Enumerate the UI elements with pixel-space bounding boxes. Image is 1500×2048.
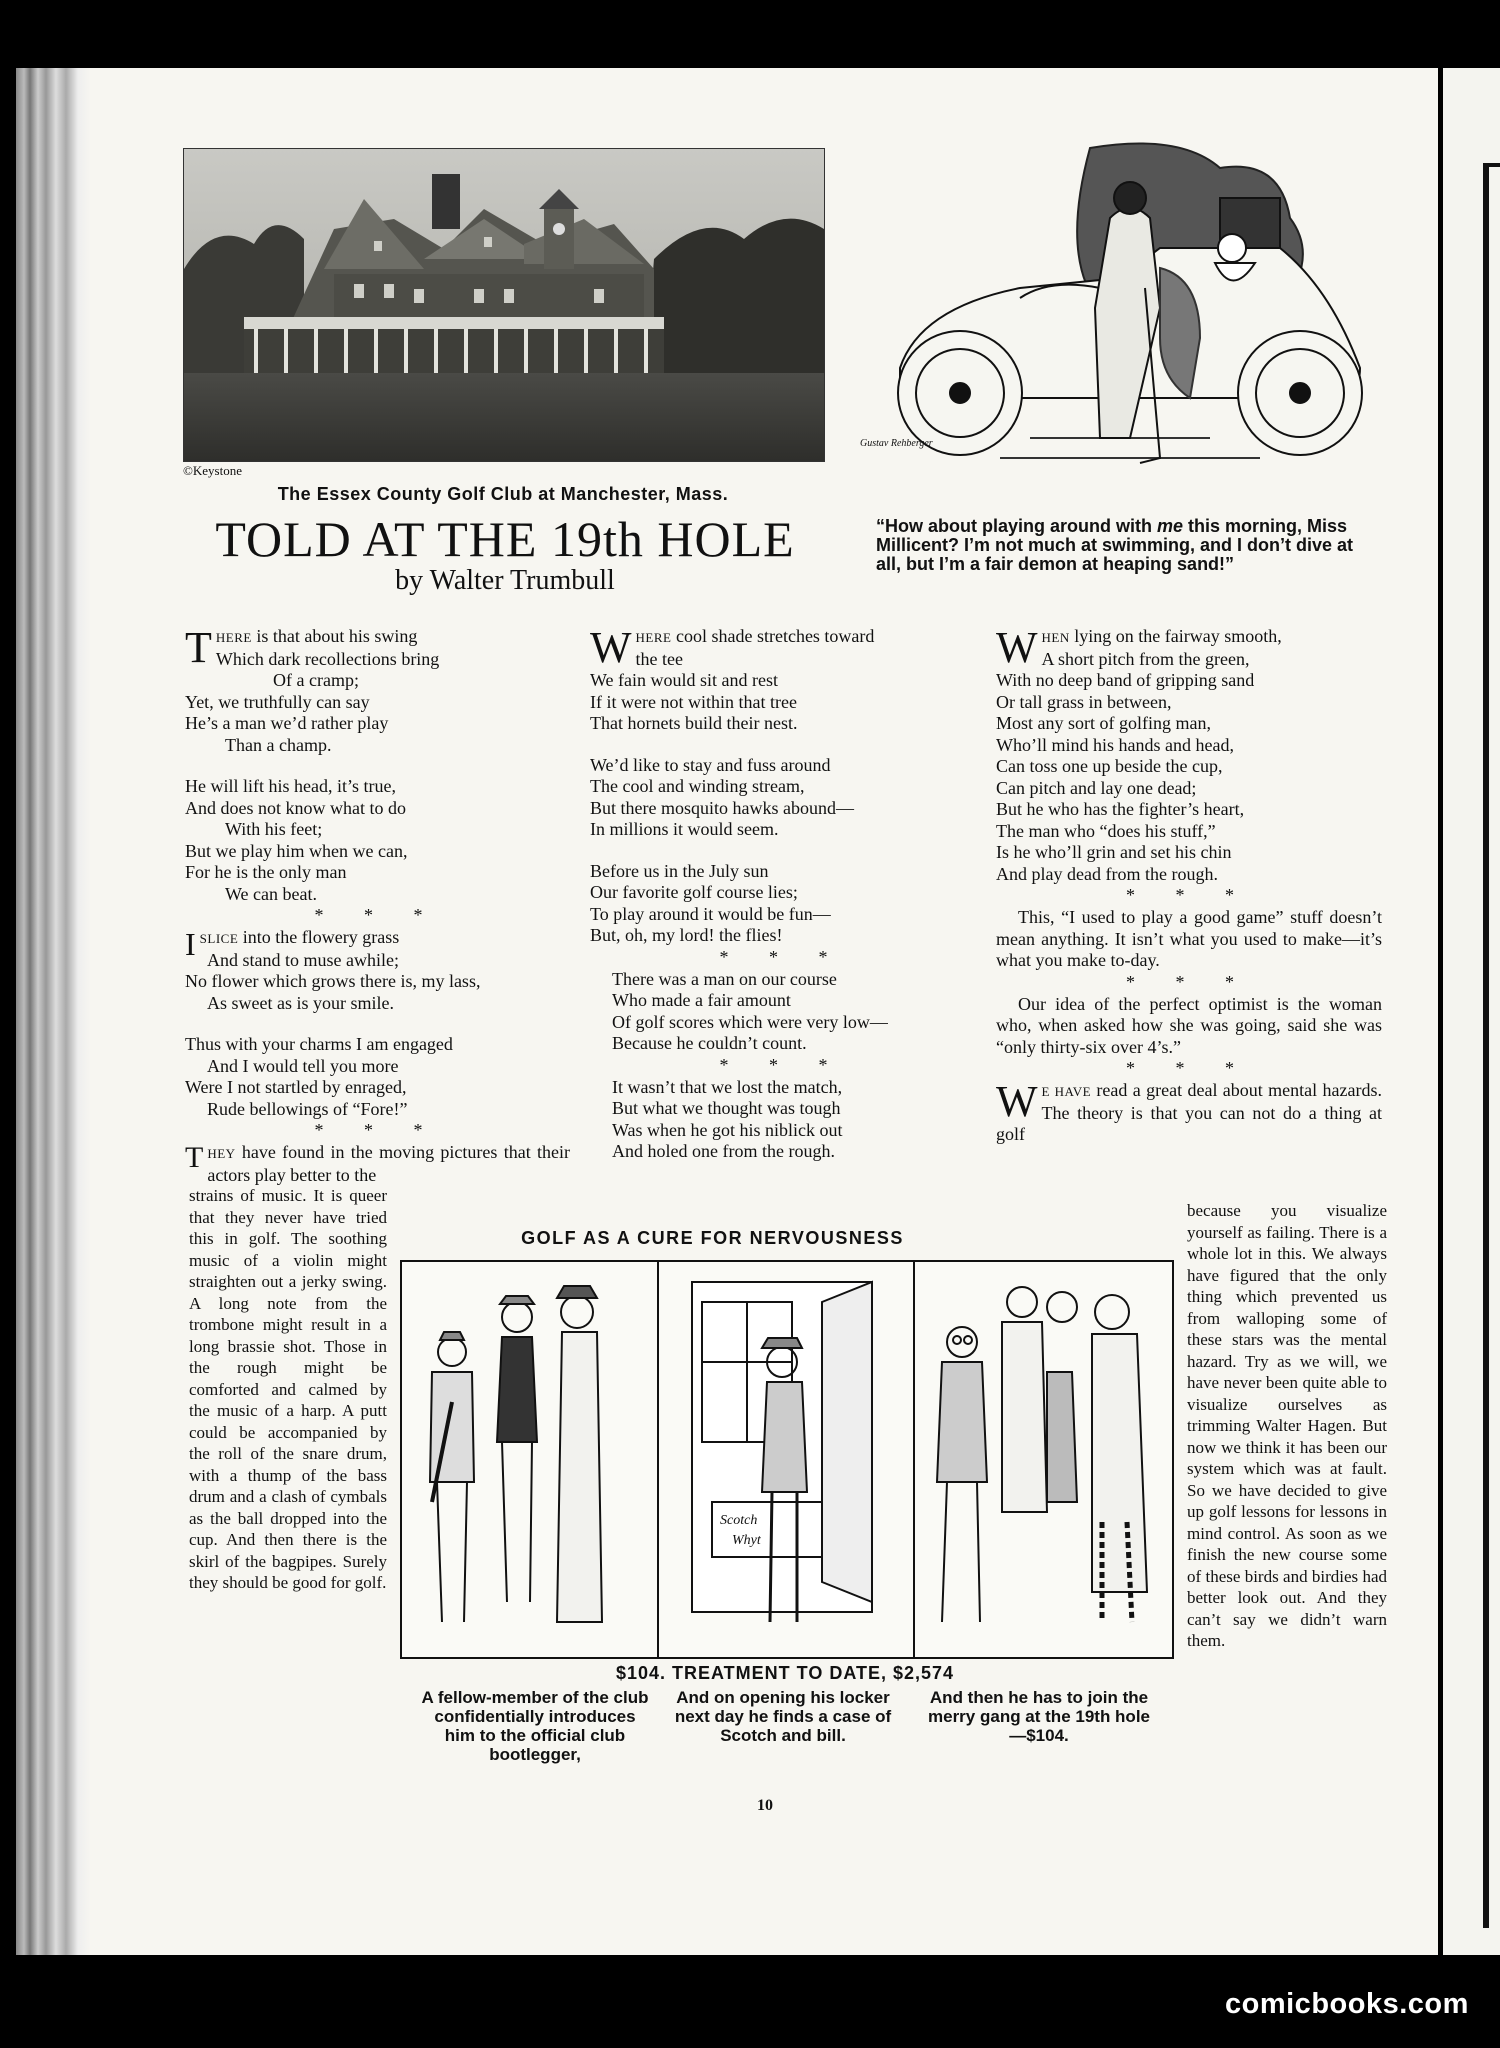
section-break: * * * — [1126, 971, 1252, 992]
drop-cap: T — [185, 623, 212, 672]
illustration-caption: “How about playing around with me this morning, Miss Millicent? I’m not much at swimming, and I don’t dive at all, but I’m a fair demon at heaping sand!” — [876, 516, 1354, 574]
treatment-total: $104. TREATMENT TO DATE, $2,574 — [615, 1663, 955, 1683]
section-break: * * * — [719, 946, 846, 967]
site-watermark: comicbooks.com — [1225, 1988, 1469, 2020]
byline: by Walter Trumbull — [395, 565, 615, 596]
car-illustration — [860, 138, 1380, 498]
article-title: TOLD AT THE 19th HOLE — [215, 511, 795, 567]
cartoon-caption-2: And on opening his locker next day he finds a case of Scotch and bill. — [674, 1688, 892, 1745]
section-break: * * * — [314, 1120, 441, 1140]
photo-caption: The Essex County Golf Club at Manchester, Mass. — [277, 484, 729, 504]
page-number: 10 — [757, 1797, 773, 1814]
cartoon-caption-1: A fellow-member of the club confidentially introduces him to the official club bootlegger, — [421, 1688, 649, 1764]
section-break: * * * — [1126, 885, 1252, 905]
book-spine-shadow — [16, 68, 91, 1955]
photo-credit: ©Keystone — [183, 463, 242, 478]
section-break: * * * — [314, 905, 441, 925]
section-break: * * * — [719, 1054, 846, 1075]
drop-cap: W — [996, 1077, 1038, 1126]
drop-cap: W — [590, 623, 632, 672]
artist-signature: Gustav Rehberger — [860, 438, 933, 449]
locker-box-label-2: Whyt — [732, 1533, 761, 1548]
emphasis-me: me — [1157, 516, 1184, 536]
cartoon-caption-3: And then he has to join the merry gang at the 19th hole—$104. — [928, 1688, 1150, 1745]
column-1: THERE is that about his swing Which dark recollections bring Of a cramp; Yet, we truthfully can say He’s a man we’d rather play Than a champ. He will lift his head, it’s true, And does not know what to do With his feet; But we play him when we can, For he is the only man We can beat. * * * ISLICE into the flowery grass And stand to muse awhile; No flower which grows there is, my lass, As sweet as is your smile. Thus with your charms I am engaged And I would tell you more Were I not startled by enraged, Rude bellowings of “Fore!” * * * THEY have found in the moving pictures that their actors play better to the — [185, 623, 570, 1185]
drop-cap: W — [996, 623, 1038, 672]
section-break: * * * — [1126, 1058, 1252, 1078]
cartoon-title: GOLF AS A CURE FOR NERVOUSNESS — [521, 1228, 904, 1248]
facing-page-edge — [1438, 68, 1500, 1955]
drop-cap: T — [185, 1141, 204, 1174]
locker-box-label: Scotch — [720, 1513, 758, 1528]
drop-cap: I — [185, 926, 196, 962]
clubhouse-photo — [183, 148, 825, 462]
column-2: WHERE cool shade stretches toward the tee We fain would sit and rest If it were not within that tree That hornets build their nest. We’d like to stay and fuss around The cool and winding stream, But there mosquito hawks abound— In millions it would seem. Before us in the July sun Our favorite golf course lies; To play around it would be fun— But, oh, my lord! the flies! * * * There was a man on our course Who made a fair amount Of golf scores which were very low— Because he couldn’t count. * * * It wasn’t that we lost the match, But what we thought was tough Was when he got his niblick out And holed one from the rough. — [590, 626, 975, 1163]
column-1-prose: strains of music. It is queer that they never have tried this in golf. The soothing music of a violin might straighten out a jerky swing. A long note from the trombone might result in a long brassie shot. Those in the rough might be comforted and calmed by the music of a harp. A putt could be accompanied by the roll of the snare drum, with a thump of the bass drum and a clash of cymbals as the ball dropped into the cup. And then there is the skirl of the bagpipes. Surely they should be good for golf. — [189, 1186, 387, 1592]
golf-cartoon — [400, 1260, 1174, 1659]
column-3: WHEN lying on the fairway smooth, A short pitch from the green, With no deep band of gripping sand Or tall grass in between, Most any sort of golfing man, Who’ll mind his hands and head, Can toss one up beside the cup, Can pitch and lay one dead; But he who has the fighter’s heart, The man who “does his stuff,” Is he who’ll grin and set his chin And play dead from the rough. * * * This, “I used to play a good game” stuff doesn’t mean anything. It isn’t what you used to make—it’s what you make to-day. * * * Our idea of the perfect optimist is the woman who, when asked how she was going, said she was “only thirty-six over 4’s.” * * * WE HAVE read a great deal about mental hazards. The theory is that you can not do a thing at golf — [996, 623, 1382, 1144]
column-3-prose: because you visualize yourself as failing. There is a whole lot in this. We always have figured that the only thing which prevented us from walloping some of these stars was the mental hazard. Try as we will, we have never been quite able to visualize ourselves as trimming Walter Hagen. But now we think it has been our system which was at fault. So we have decided to give up golf lessons for lessons in mind control. As soon as we finish the new course some of these birds and birdies had better look out. And they can’t say we didn’t warn them. — [1187, 1201, 1387, 1650]
